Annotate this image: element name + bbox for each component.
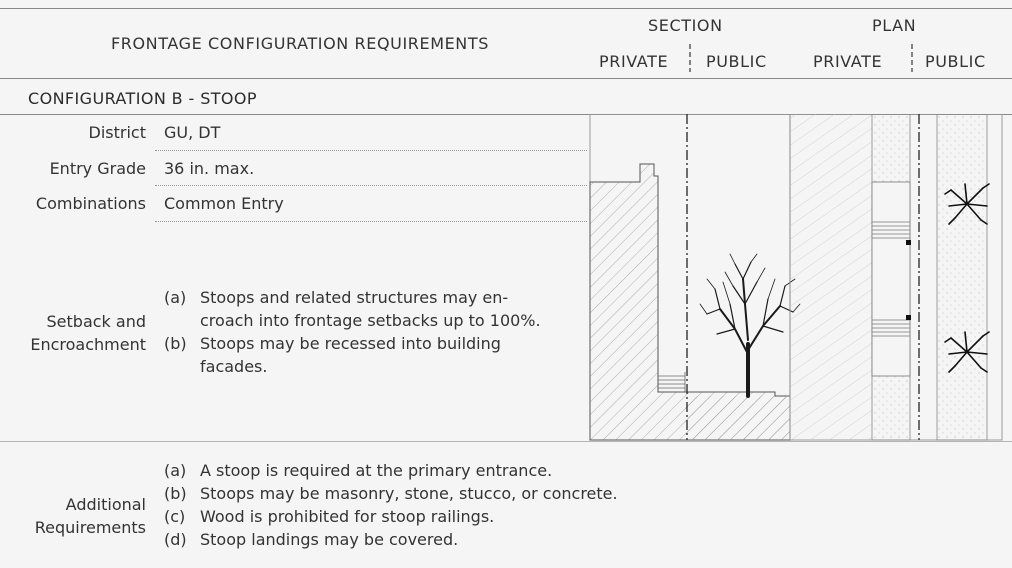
section-rule (0, 441, 1012, 442)
setback-list (164, 286, 584, 378)
list-marker: (a) (164, 461, 187, 480)
row-divider (155, 185, 587, 186)
section-view (590, 114, 800, 440)
additional-list (164, 459, 684, 551)
stoop-diagram (585, 114, 1012, 446)
header-rule (0, 78, 1012, 79)
combinations-label: Combinations (35, 194, 146, 213)
list-text: Stoop landings may be covered. (200, 530, 459, 549)
section-public-heading: PUBLIC (706, 52, 767, 71)
section-private-heading: PRIVATE (599, 52, 669, 71)
plan-heading: PLAN (872, 16, 917, 35)
list-text: croach into frontage setbacks up to 100%. (200, 311, 541, 330)
list-text: facades. (200, 357, 268, 376)
list-marker: (d) (164, 530, 187, 549)
table-title: FRONTAGE CONFIGURATION REQUIREMENTS (110, 34, 490, 53)
tree-icon (700, 254, 800, 396)
list-text: A stoop is required at the primary entrance. (200, 461, 553, 480)
setback-label-line1: Setback and (46, 312, 146, 331)
plan-door-marker (906, 240, 911, 245)
plan-building-area (790, 114, 872, 440)
configuration-title: CONFIGURATION B - STOOP (28, 89, 257, 108)
additional-label-line2: Requirements (34, 518, 146, 537)
plan-public-heading: PUBLIC (925, 52, 986, 71)
row-divider (155, 221, 587, 222)
row-divider (155, 150, 587, 151)
setback-label-line2: Encroachment (30, 335, 146, 354)
list-text: Stoops may be masonry, stone, stucco, or concrete. (200, 484, 618, 503)
entry-grade-value: 36 in. max. (164, 159, 255, 178)
district-label: District (88, 123, 146, 142)
section-heading: SECTION (648, 16, 723, 35)
plan-view (790, 114, 989, 440)
combinations-value: Common Entry (164, 194, 284, 213)
additional-label-line1: Additional (65, 495, 146, 514)
list-item (164, 459, 684, 482)
setback-label (0, 310, 146, 356)
list-marker: (b) (164, 334, 187, 353)
district-value: GU, DT (164, 123, 221, 142)
plan-private-heading: PRIVATE (813, 52, 883, 71)
plan-stoops (872, 182, 910, 376)
plan-door-marker (906, 315, 911, 320)
list-text: Stoops may be recessed into building (200, 334, 501, 353)
list-item (164, 332, 584, 378)
plan-sidewalk (937, 114, 987, 440)
header-dividers (0, 0, 1012, 80)
entry-grade-label: Entry Grade (49, 159, 146, 178)
list-text: Wood is prohibited for stoop railings. (200, 507, 495, 526)
list-text: Stoops and related structures may en- (200, 288, 509, 307)
list-item (164, 286, 584, 332)
list-item (164, 505, 684, 528)
list-marker: (a) (164, 288, 187, 307)
list-marker: (c) (164, 507, 186, 526)
list-item (164, 528, 684, 551)
list-item (164, 482, 684, 505)
list-marker: (b) (164, 484, 187, 503)
stoop-steps (658, 372, 685, 392)
additional-label (0, 493, 146, 539)
